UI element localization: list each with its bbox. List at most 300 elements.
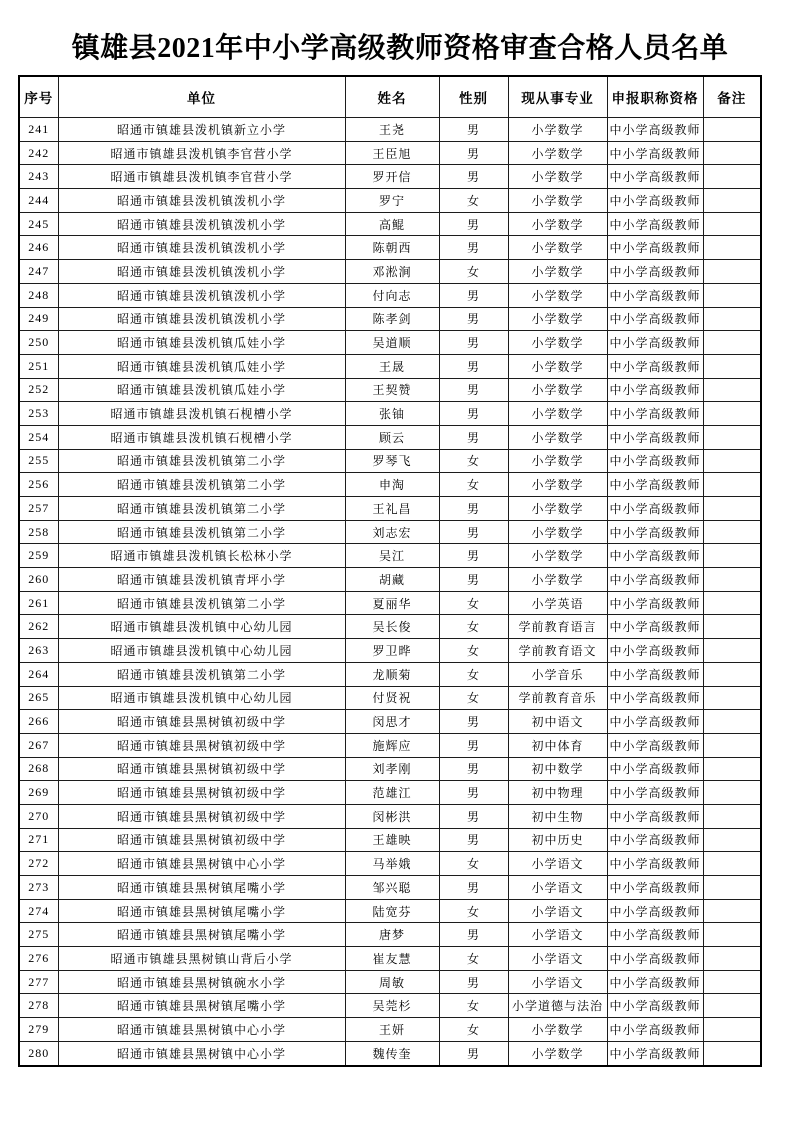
cell-name: 罗卫晔	[345, 639, 439, 663]
cell-remark	[703, 686, 761, 710]
column-header-name: 姓名	[345, 76, 439, 118]
cell-name: 施辉应	[345, 733, 439, 757]
cell-index: 275	[19, 923, 58, 947]
cell-gender: 男	[439, 828, 508, 852]
cell-major: 小学数学	[508, 1041, 607, 1065]
cell-gender: 男	[439, 1041, 508, 1065]
cell-title: 中小学高级教师	[607, 923, 703, 947]
cell-gender: 男	[439, 781, 508, 805]
cell-title: 中小学高级教师	[607, 947, 703, 971]
table-row	[19, 686, 761, 710]
cell-major: 小学数学	[508, 568, 607, 592]
cell-major: 学前教育语言	[508, 615, 607, 639]
cell-gender: 女	[439, 591, 508, 615]
cell-unit: 昭通市镇雄县黑树镇尾嘴小学	[58, 876, 345, 900]
cell-gender: 女	[439, 899, 508, 923]
table-row	[19, 497, 761, 521]
cell-name: 顾云	[345, 425, 439, 449]
cell-name: 王晟	[345, 354, 439, 378]
table-row	[19, 378, 761, 402]
cell-gender: 女	[439, 449, 508, 473]
cell-gender: 男	[439, 923, 508, 947]
cell-unit: 昭通市镇雄县黑树镇碗水小学	[58, 970, 345, 994]
cell-index: 256	[19, 473, 58, 497]
cell-unit: 昭通市镇雄县黑树镇中心小学	[58, 1041, 345, 1065]
cell-gender: 男	[439, 354, 508, 378]
cell-index: 268	[19, 757, 58, 781]
cell-title: 中小学高级教师	[607, 852, 703, 876]
cell-title: 中小学高级教师	[607, 212, 703, 236]
cell-remark	[703, 591, 761, 615]
cell-unit: 昭通市镇雄县泼机镇第二小学	[58, 520, 345, 544]
cell-major: 初中体育	[508, 733, 607, 757]
cell-major: 小学数学	[508, 425, 607, 449]
table-row	[19, 473, 761, 497]
table-row	[19, 1018, 761, 1042]
cell-title: 中小学高级教师	[607, 1018, 703, 1042]
cell-gender: 女	[439, 1018, 508, 1042]
cell-index: 266	[19, 710, 58, 734]
cell-index: 255	[19, 449, 58, 473]
cell-major: 小学数学	[508, 354, 607, 378]
table-row	[19, 899, 761, 923]
cell-title: 中小学高级教师	[607, 899, 703, 923]
cell-name: 王契赞	[345, 378, 439, 402]
table-row	[19, 520, 761, 544]
cell-unit: 昭通市镇雄县泼机镇长松林小学	[58, 544, 345, 568]
cell-unit: 昭通市镇雄县泼机镇中心幼儿园	[58, 686, 345, 710]
cell-unit: 昭通市镇雄县泼机镇泼机小学	[58, 189, 345, 213]
cell-title: 中小学高级教师	[607, 402, 703, 426]
cell-name: 龙顺菊	[345, 662, 439, 686]
cell-major: 学前教育语文	[508, 639, 607, 663]
cell-title: 中小学高级教师	[607, 757, 703, 781]
cell-index: 271	[19, 828, 58, 852]
cell-major: 小学英语	[508, 591, 607, 615]
cell-title: 中小学高级教师	[607, 1041, 703, 1065]
cell-unit: 昭通市镇雄县泼机镇中心幼儿园	[58, 615, 345, 639]
cell-title: 中小学高级教师	[607, 828, 703, 852]
cell-remark	[703, 473, 761, 497]
cell-title: 中小学高级教师	[607, 804, 703, 828]
cell-remark	[703, 118, 761, 142]
cell-unit: 昭通市镇雄县泼机镇泼机小学	[58, 283, 345, 307]
cell-gender: 女	[439, 260, 508, 284]
cell-index: 272	[19, 852, 58, 876]
cell-unit: 昭通市镇雄县黑树镇中心小学	[58, 1018, 345, 1042]
cell-index: 259	[19, 544, 58, 568]
cell-title: 中小学高级教师	[607, 662, 703, 686]
cell-major: 初中语文	[508, 710, 607, 734]
cell-title: 中小学高级教师	[607, 189, 703, 213]
cell-gender: 女	[439, 994, 508, 1018]
cell-gender: 女	[439, 639, 508, 663]
cell-major: 小学数学	[508, 497, 607, 521]
cell-index: 241	[19, 118, 58, 142]
cell-title: 中小学高级教师	[607, 733, 703, 757]
cell-unit: 昭通市镇雄县泼机镇泼机小学	[58, 212, 345, 236]
cell-index: 258	[19, 520, 58, 544]
cell-title: 中小学高级教师	[607, 331, 703, 355]
cell-remark	[703, 662, 761, 686]
cell-title: 中小学高级教师	[607, 425, 703, 449]
table-row	[19, 804, 761, 828]
cell-index: 254	[19, 425, 58, 449]
cell-gender: 男	[439, 283, 508, 307]
cell-name: 马举娥	[345, 852, 439, 876]
cell-index: 252	[19, 378, 58, 402]
cell-unit: 昭通市镇雄县黑树镇初级中学	[58, 828, 345, 852]
table-row	[19, 970, 761, 994]
cell-name: 罗琴飞	[345, 449, 439, 473]
cell-index: 263	[19, 639, 58, 663]
cell-name: 胡藏	[345, 568, 439, 592]
cell-major: 小学数学	[508, 260, 607, 284]
cell-gender: 男	[439, 876, 508, 900]
cell-gender: 女	[439, 189, 508, 213]
cell-remark	[703, 923, 761, 947]
cell-major: 小学数学	[508, 378, 607, 402]
cell-unit: 昭通市镇雄县泼机镇第二小学	[58, 497, 345, 521]
cell-unit: 昭通市镇雄县泼机镇新立小学	[58, 118, 345, 142]
cell-index: 250	[19, 331, 58, 355]
cell-gender: 男	[439, 425, 508, 449]
cell-name: 王臣旭	[345, 141, 439, 165]
cell-gender: 男	[439, 118, 508, 142]
table-row	[19, 757, 761, 781]
cell-remark	[703, 804, 761, 828]
table-row	[19, 1041, 761, 1065]
cell-gender: 男	[439, 970, 508, 994]
cell-name: 吴道顺	[345, 331, 439, 355]
cell-index: 277	[19, 970, 58, 994]
cell-major: 小学语文	[508, 947, 607, 971]
cell-remark	[703, 141, 761, 165]
cell-remark	[703, 425, 761, 449]
cell-gender: 男	[439, 378, 508, 402]
cell-major: 小学道德与法治	[508, 994, 607, 1018]
cell-name: 王雄映	[345, 828, 439, 852]
cell-name: 王礼昌	[345, 497, 439, 521]
cell-name: 陈朝西	[345, 236, 439, 260]
cell-unit: 昭通市镇雄县泼机镇瓜娃小学	[58, 378, 345, 402]
cell-index: 265	[19, 686, 58, 710]
table-row	[19, 544, 761, 568]
cell-name: 吴长俊	[345, 615, 439, 639]
cell-major: 小学数学	[508, 189, 607, 213]
cell-major: 小学语文	[508, 899, 607, 923]
table-row	[19, 283, 761, 307]
cell-name: 刘志宏	[345, 520, 439, 544]
cell-unit: 昭通市镇雄县黑树镇尾嘴小学	[58, 923, 345, 947]
table-row	[19, 639, 761, 663]
cell-major: 小学数学	[508, 473, 607, 497]
cell-title: 中小学高级教师	[607, 568, 703, 592]
cell-index: 267	[19, 733, 58, 757]
cell-name: 罗宁	[345, 189, 439, 213]
table-row	[19, 591, 761, 615]
cell-unit: 昭通市镇雄县黑树镇初级中学	[58, 757, 345, 781]
cell-remark	[703, 852, 761, 876]
cell-title: 中小学高级教师	[607, 449, 703, 473]
table-row	[19, 733, 761, 757]
cell-gender: 女	[439, 852, 508, 876]
cell-gender: 男	[439, 520, 508, 544]
cell-major: 小学语文	[508, 923, 607, 947]
cell-major: 小学数学	[508, 1018, 607, 1042]
roster-table	[18, 75, 762, 1067]
cell-unit: 昭通市镇雄县泼机镇青坪小学	[58, 568, 345, 592]
cell-unit: 昭通市镇雄县泼机镇李官营小学	[58, 141, 345, 165]
table-row	[19, 947, 761, 971]
cell-title: 中小学高级教师	[607, 141, 703, 165]
cell-major: 小学数学	[508, 283, 607, 307]
cell-index: 248	[19, 283, 58, 307]
cell-index: 247	[19, 260, 58, 284]
cell-unit: 昭通市镇雄县泼机镇瓜娃小学	[58, 331, 345, 355]
cell-title: 中小学高级教师	[607, 876, 703, 900]
table-row	[19, 781, 761, 805]
table-row	[19, 165, 761, 189]
cell-major: 小学数学	[508, 165, 607, 189]
table-row	[19, 236, 761, 260]
table-row	[19, 260, 761, 284]
cell-title: 中小学高级教师	[607, 118, 703, 142]
cell-index: 242	[19, 141, 58, 165]
cell-title: 中小学高级教师	[607, 591, 703, 615]
cell-unit: 昭通市镇雄县泼机镇第二小学	[58, 449, 345, 473]
cell-gender: 男	[439, 212, 508, 236]
table-row	[19, 307, 761, 331]
cell-remark	[703, 283, 761, 307]
cell-gender: 男	[439, 544, 508, 568]
table-row	[19, 354, 761, 378]
cell-major: 小学数学	[508, 212, 607, 236]
column-header-unit: 单位	[58, 76, 345, 118]
cell-remark	[703, 260, 761, 284]
cell-gender: 男	[439, 402, 508, 426]
cell-remark	[703, 710, 761, 734]
cell-gender: 男	[439, 236, 508, 260]
cell-title: 中小学高级教师	[607, 615, 703, 639]
cell-major: 初中数学	[508, 757, 607, 781]
cell-remark	[703, 449, 761, 473]
cell-gender: 男	[439, 804, 508, 828]
cell-major: 初中历史	[508, 828, 607, 852]
cell-title: 中小学高级教师	[607, 544, 703, 568]
cell-unit: 昭通市镇雄县黑树镇尾嘴小学	[58, 994, 345, 1018]
cell-remark	[703, 615, 761, 639]
cell-name: 崔友慧	[345, 947, 439, 971]
cell-major: 小学数学	[508, 141, 607, 165]
cell-remark	[703, 828, 761, 852]
cell-major: 小学数学	[508, 331, 607, 355]
cell-title: 中小学高级教师	[607, 354, 703, 378]
cell-index: 253	[19, 402, 58, 426]
table-row	[19, 141, 761, 165]
cell-name: 张铀	[345, 402, 439, 426]
cell-name: 高鲲	[345, 212, 439, 236]
cell-index: 249	[19, 307, 58, 331]
table-row	[19, 118, 761, 142]
column-header-title: 申报职称资格	[607, 76, 703, 118]
cell-major: 初中物理	[508, 781, 607, 805]
cell-major: 小学语文	[508, 876, 607, 900]
cell-unit: 昭通市镇雄县黑树镇初级中学	[58, 733, 345, 757]
cell-name: 王妍	[345, 1018, 439, 1042]
cell-unit: 昭通市镇雄县泼机镇泼机小学	[58, 236, 345, 260]
cell-name: 魏传奎	[345, 1041, 439, 1065]
cell-major: 小学语文	[508, 852, 607, 876]
table-row	[19, 331, 761, 355]
cell-name: 夏丽华	[345, 591, 439, 615]
cell-index: 274	[19, 899, 58, 923]
cell-remark	[703, 568, 761, 592]
cell-remark	[703, 899, 761, 923]
cell-name: 范雄江	[345, 781, 439, 805]
table-row	[19, 994, 761, 1018]
cell-name: 闵思才	[345, 710, 439, 734]
cell-major: 小学语文	[508, 970, 607, 994]
cell-title: 中小学高级教师	[607, 686, 703, 710]
cell-remark	[703, 1041, 761, 1065]
table-row	[19, 568, 761, 592]
cell-name: 刘孝刚	[345, 757, 439, 781]
cell-index: 270	[19, 804, 58, 828]
table-row	[19, 425, 761, 449]
cell-remark	[703, 331, 761, 355]
table-row	[19, 828, 761, 852]
cell-title: 中小学高级教师	[607, 473, 703, 497]
cell-name: 付向志	[345, 283, 439, 307]
cell-index: 262	[19, 615, 58, 639]
cell-gender: 女	[439, 947, 508, 971]
table-row	[19, 662, 761, 686]
cell-remark	[703, 544, 761, 568]
cell-name: 唐梦	[345, 923, 439, 947]
cell-remark	[703, 994, 761, 1018]
cell-unit: 昭通市镇雄县泼机镇第二小学	[58, 473, 345, 497]
cell-unit: 昭通市镇雄县黑树镇山背后小学	[58, 947, 345, 971]
cell-unit: 昭通市镇雄县泼机镇泼机小学	[58, 307, 345, 331]
cell-index: 269	[19, 781, 58, 805]
cell-remark	[703, 970, 761, 994]
cell-gender: 女	[439, 686, 508, 710]
cell-name: 邓淞涧	[345, 260, 439, 284]
cell-unit: 昭通市镇雄县泼机镇瓜娃小学	[58, 354, 345, 378]
cell-gender: 男	[439, 165, 508, 189]
cell-index: 260	[19, 568, 58, 592]
cell-remark	[703, 165, 761, 189]
cell-index: 261	[19, 591, 58, 615]
cell-remark	[703, 1018, 761, 1042]
cell-index: 276	[19, 947, 58, 971]
cell-unit: 昭通市镇雄县泼机镇中心幼儿园	[58, 639, 345, 663]
cell-title: 中小学高级教师	[607, 970, 703, 994]
cell-title: 中小学高级教师	[607, 781, 703, 805]
table-row	[19, 852, 761, 876]
cell-title: 中小学高级教师	[607, 378, 703, 402]
cell-gender: 男	[439, 307, 508, 331]
cell-remark	[703, 212, 761, 236]
cell-index: 280	[19, 1041, 58, 1065]
cell-name: 周敏	[345, 970, 439, 994]
cell-unit: 昭通市镇雄县黑树镇尾嘴小学	[58, 899, 345, 923]
cell-name: 王尧	[345, 118, 439, 142]
cell-remark	[703, 757, 761, 781]
cell-unit: 昭通市镇雄县黑树镇中心小学	[58, 852, 345, 876]
cell-gender: 男	[439, 331, 508, 355]
cell-name: 申淘	[345, 473, 439, 497]
cell-index: 245	[19, 212, 58, 236]
cell-remark	[703, 639, 761, 663]
cell-name: 罗开信	[345, 165, 439, 189]
cell-gender: 女	[439, 473, 508, 497]
cell-title: 中小学高级教师	[607, 520, 703, 544]
cell-name: 付贤祝	[345, 686, 439, 710]
cell-index: 257	[19, 497, 58, 521]
cell-unit: 昭通市镇雄县黑树镇初级中学	[58, 804, 345, 828]
table-row	[19, 923, 761, 947]
cell-title: 中小学高级教师	[607, 307, 703, 331]
cell-unit: 昭通市镇雄县泼机镇第二小学	[58, 591, 345, 615]
cell-major: 小学数学	[508, 520, 607, 544]
cell-name: 吴江	[345, 544, 439, 568]
cell-major: 小学数学	[508, 544, 607, 568]
cell-major: 小学音乐	[508, 662, 607, 686]
cell-unit: 昭通市镇雄县泼机镇泼机小学	[58, 260, 345, 284]
table-row	[19, 189, 761, 213]
table-row	[19, 449, 761, 473]
column-header-major: 现从事专业	[508, 76, 607, 118]
cell-unit: 昭通市镇雄县黑树镇初级中学	[58, 710, 345, 734]
cell-gender: 男	[439, 568, 508, 592]
cell-remark	[703, 189, 761, 213]
cell-name: 邹兴聪	[345, 876, 439, 900]
cell-major: 学前教育音乐	[508, 686, 607, 710]
cell-gender: 女	[439, 615, 508, 639]
cell-name: 陈孝剑	[345, 307, 439, 331]
cell-remark	[703, 236, 761, 260]
cell-title: 中小学高级教师	[607, 994, 703, 1018]
table-header-row	[19, 76, 761, 118]
cell-title: 中小学高级教师	[607, 260, 703, 284]
cell-unit: 昭通市镇雄县黑树镇初级中学	[58, 781, 345, 805]
cell-remark	[703, 520, 761, 544]
cell-name: 陆宽芬	[345, 899, 439, 923]
cell-remark	[703, 497, 761, 521]
cell-remark	[703, 876, 761, 900]
cell-index: 251	[19, 354, 58, 378]
cell-name: 吴莞杉	[345, 994, 439, 1018]
cell-unit: 昭通市镇雄县泼机镇第二小学	[58, 662, 345, 686]
table-row	[19, 615, 761, 639]
cell-title: 中小学高级教师	[607, 710, 703, 734]
cell-gender: 男	[439, 141, 508, 165]
cell-remark	[703, 402, 761, 426]
page-title: 镇雄县2021年中小学高级教师资格审查合格人员名单	[71, 33, 729, 64]
cell-title: 中小学高级教师	[607, 236, 703, 260]
cell-index: 244	[19, 189, 58, 213]
cell-index: 264	[19, 662, 58, 686]
table-row	[19, 710, 761, 734]
cell-major: 小学数学	[508, 402, 607, 426]
cell-remark	[703, 781, 761, 805]
table-row	[19, 212, 761, 236]
cell-gender: 男	[439, 497, 508, 521]
cell-index: 273	[19, 876, 58, 900]
cell-gender: 男	[439, 757, 508, 781]
